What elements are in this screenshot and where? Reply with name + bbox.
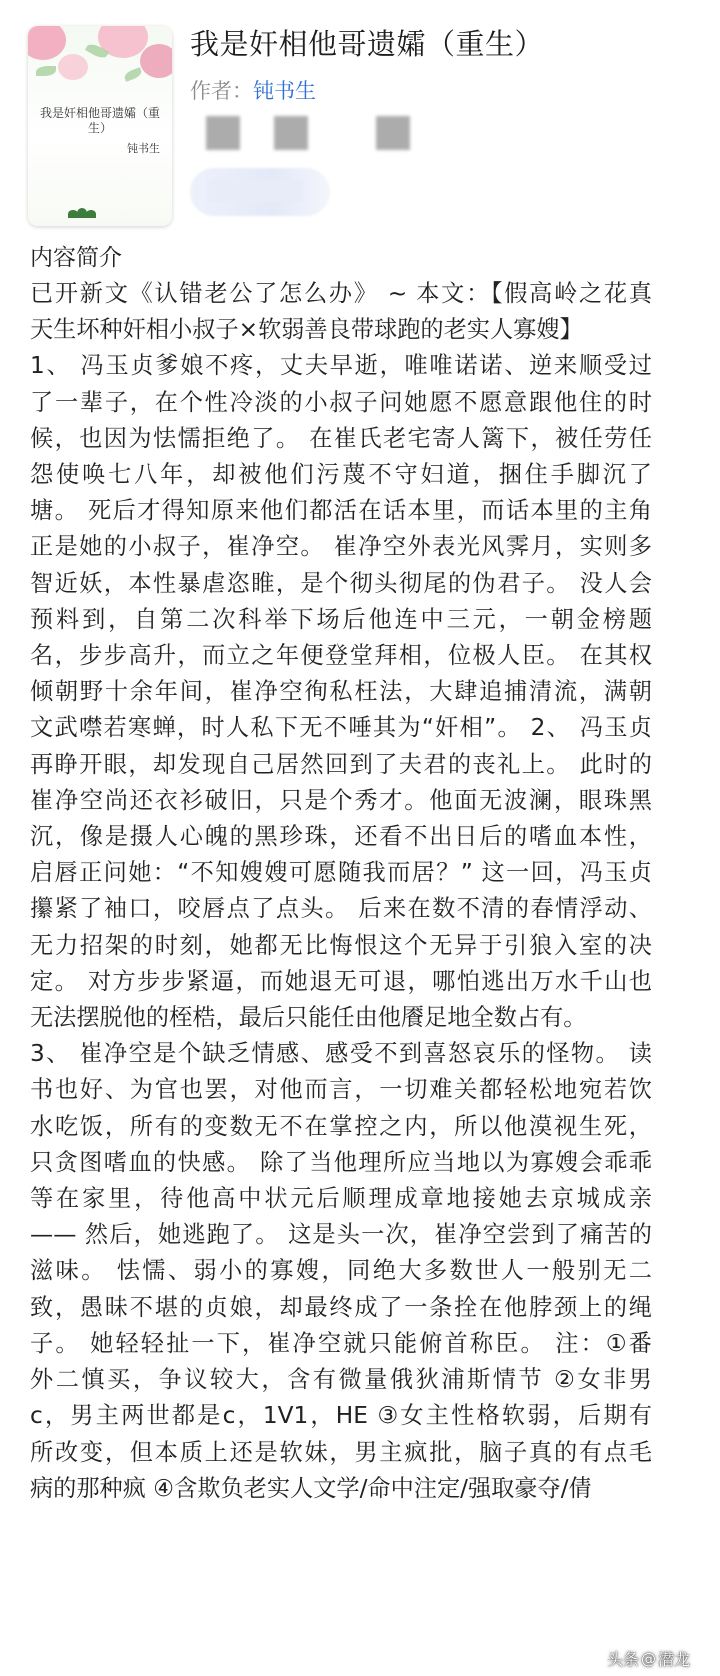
author-link[interactable]: 钝书生	[253, 79, 316, 103]
redacted-icon	[188, 126, 202, 140]
intro-line: 塘。 死后才得知原来他们都活在话本里，而话本里的主角	[30, 497, 652, 525]
intro-line: 智近妖，本性暴虐恣睢，是个彻头彻尾的伪君子。 没人会	[30, 569, 652, 597]
book-title: 我是奸相他哥遗孀（重生）	[190, 27, 545, 61]
leaf-decoration	[123, 67, 143, 82]
intro-line: 天生坏种奸相小叔子×软弱善良带球跑的老实人寡嫂】	[30, 316, 583, 344]
intro-line: 定。 对方步步紧逼，而她退无可退，哪怕逃出万水千山也	[30, 967, 652, 995]
intro-line: 怨使唤七八年，却被他们污蔑不守妇道，捆住手脚沉了	[30, 461, 652, 489]
intro-line: c，男主两世都是c，1V1，HE ③女主性格软弱，后期有	[30, 1402, 652, 1430]
leaf-decoration	[36, 66, 56, 76]
redacted-block	[206, 116, 240, 150]
intro-line: 倾朝野十余年间，崔净空徇私枉法，大肆追捕清流，满朝	[30, 678, 652, 706]
intro-line: 候，也因为怯懦拒绝了。 在崔氏老宅寄人篱下，被任劳任	[30, 424, 652, 452]
redacted-block	[376, 116, 410, 150]
intro-line: 再睁开眼，却发现自己居然回到了夫君的丧礼上。 此时的	[30, 750, 652, 778]
intro-line: 文武噤若寒蝉，时人私下无不唾其为“奸相”。 2、 冯玉贞	[30, 714, 652, 742]
redacted-block	[274, 116, 308, 150]
watermark-user: 潜龙	[657, 1650, 690, 1669]
intro-line: 名，步步高升，而立之年便登堂拜相，位极人臣。 在其权	[30, 642, 652, 670]
intro-line: 无法摆脱他的桎梏，最后只能任由他餍足地全数占有。	[30, 1004, 587, 1032]
redacted-meta	[188, 116, 448, 152]
intro-line: 致，愚昧不堪的贞娘，却最终成了一条拴在他脖颈上的绳	[30, 1293, 652, 1321]
intro-line: 无力招架的时刻，她都无比悔恨这个无异于引狼入室的决	[30, 931, 652, 959]
intro-line: 启唇正问她：“不知嫂嫂可愿随我而居？” 这一回，冯玉贞	[30, 859, 652, 887]
intro-line: 水吃饭，所有的变数无不在掌控之内，所以他漠视生死，	[30, 1112, 652, 1140]
intro-line: 已开新文《认错老公了怎么办》 ~ 本文：【假高岭之花真	[30, 280, 652, 307]
author-label: 作者：	[190, 79, 253, 103]
flower-decoration	[58, 54, 88, 80]
intro-line: 正是她的小叔子，崔净空。 崔净空外表光风霁月，实则多	[30, 533, 652, 561]
intro-heading: 内容简介	[30, 245, 122, 271]
intro-line: 子。 她轻轻扯一下，崔净空就只能俯首称臣。 注：①番	[30, 1329, 652, 1357]
cover-title: 我是奸相他哥遗孀（重生）	[39, 106, 160, 135]
intro-line: 沉，像是摄人心魄的黑珍珠，还看不出日后的嗜血本性，	[30, 823, 652, 851]
flower-decoration	[28, 26, 66, 60]
intro-line: 预料到，自第二次科举下场后他连中三元，一朝金榜题	[30, 605, 652, 633]
watermark-at: @	[640, 1649, 656, 1668]
intro-text	[30, 276, 652, 1507]
intro-line: 滋味。 怯懦、弱小的寡嫂，同绝大多数世人一般别无二	[30, 1257, 652, 1285]
intro-line: 攥紧了袖口，咬唇点了点头。 后来在数不清的春情浮动、	[30, 895, 652, 923]
watermark-platform: 头条	[606, 1650, 639, 1669]
flower-decoration	[140, 44, 172, 78]
book-cover[interactable]	[28, 26, 172, 226]
intro-line: 3、 崔净空是个缺乏情感、感受不到喜怒哀乐的怪物。 读	[30, 1040, 652, 1068]
intro-line: 1、 冯玉贞爹娘不疼，丈夫早逝，唯唯诺诺、逆来顺受过	[30, 352, 652, 380]
intro-line: 所改变，但本质上还是软妹，男主疯批，脑子真的有点毛	[30, 1438, 652, 1466]
intro-line: —— 然后，她逃跑了。 这是头一次，崔净空尝到了痛苦的	[30, 1221, 652, 1249]
intro-line: 只贪图嗜血的快感。 除了当他理所应当地以为寡嫂会乖乖	[30, 1148, 652, 1176]
publisher-logo-icon	[68, 206, 102, 218]
author-row	[190, 76, 316, 106]
intro-line: 病的那种疯 ④含欺负老实人文学/命中注定/强取豪夺/倩	[30, 1474, 592, 1502]
cover-author: 钝书生	[127, 142, 160, 155]
intro-line: 书也好、为官也罢，对他而言，一切难关都轻松地宛若饮	[30, 1076, 652, 1104]
intro-line: 了一辈子，在个性冷淡的小叔子问她愿不愿意跟他住的时	[30, 388, 652, 416]
intro-line: 外二慎买，争议较大，含有微量俄狄浦斯情节 ②女非男	[30, 1366, 652, 1394]
redacted-action-button[interactable]	[190, 168, 330, 216]
watermark	[607, 1647, 690, 1670]
intro-line: 等在家里，待他高中状元后顺理成章地接她去京城成亲	[30, 1185, 652, 1213]
intro-line: 崔净空尚还衣衫破旧，只是个秀才。他面无波澜，眼珠黑	[30, 786, 652, 814]
